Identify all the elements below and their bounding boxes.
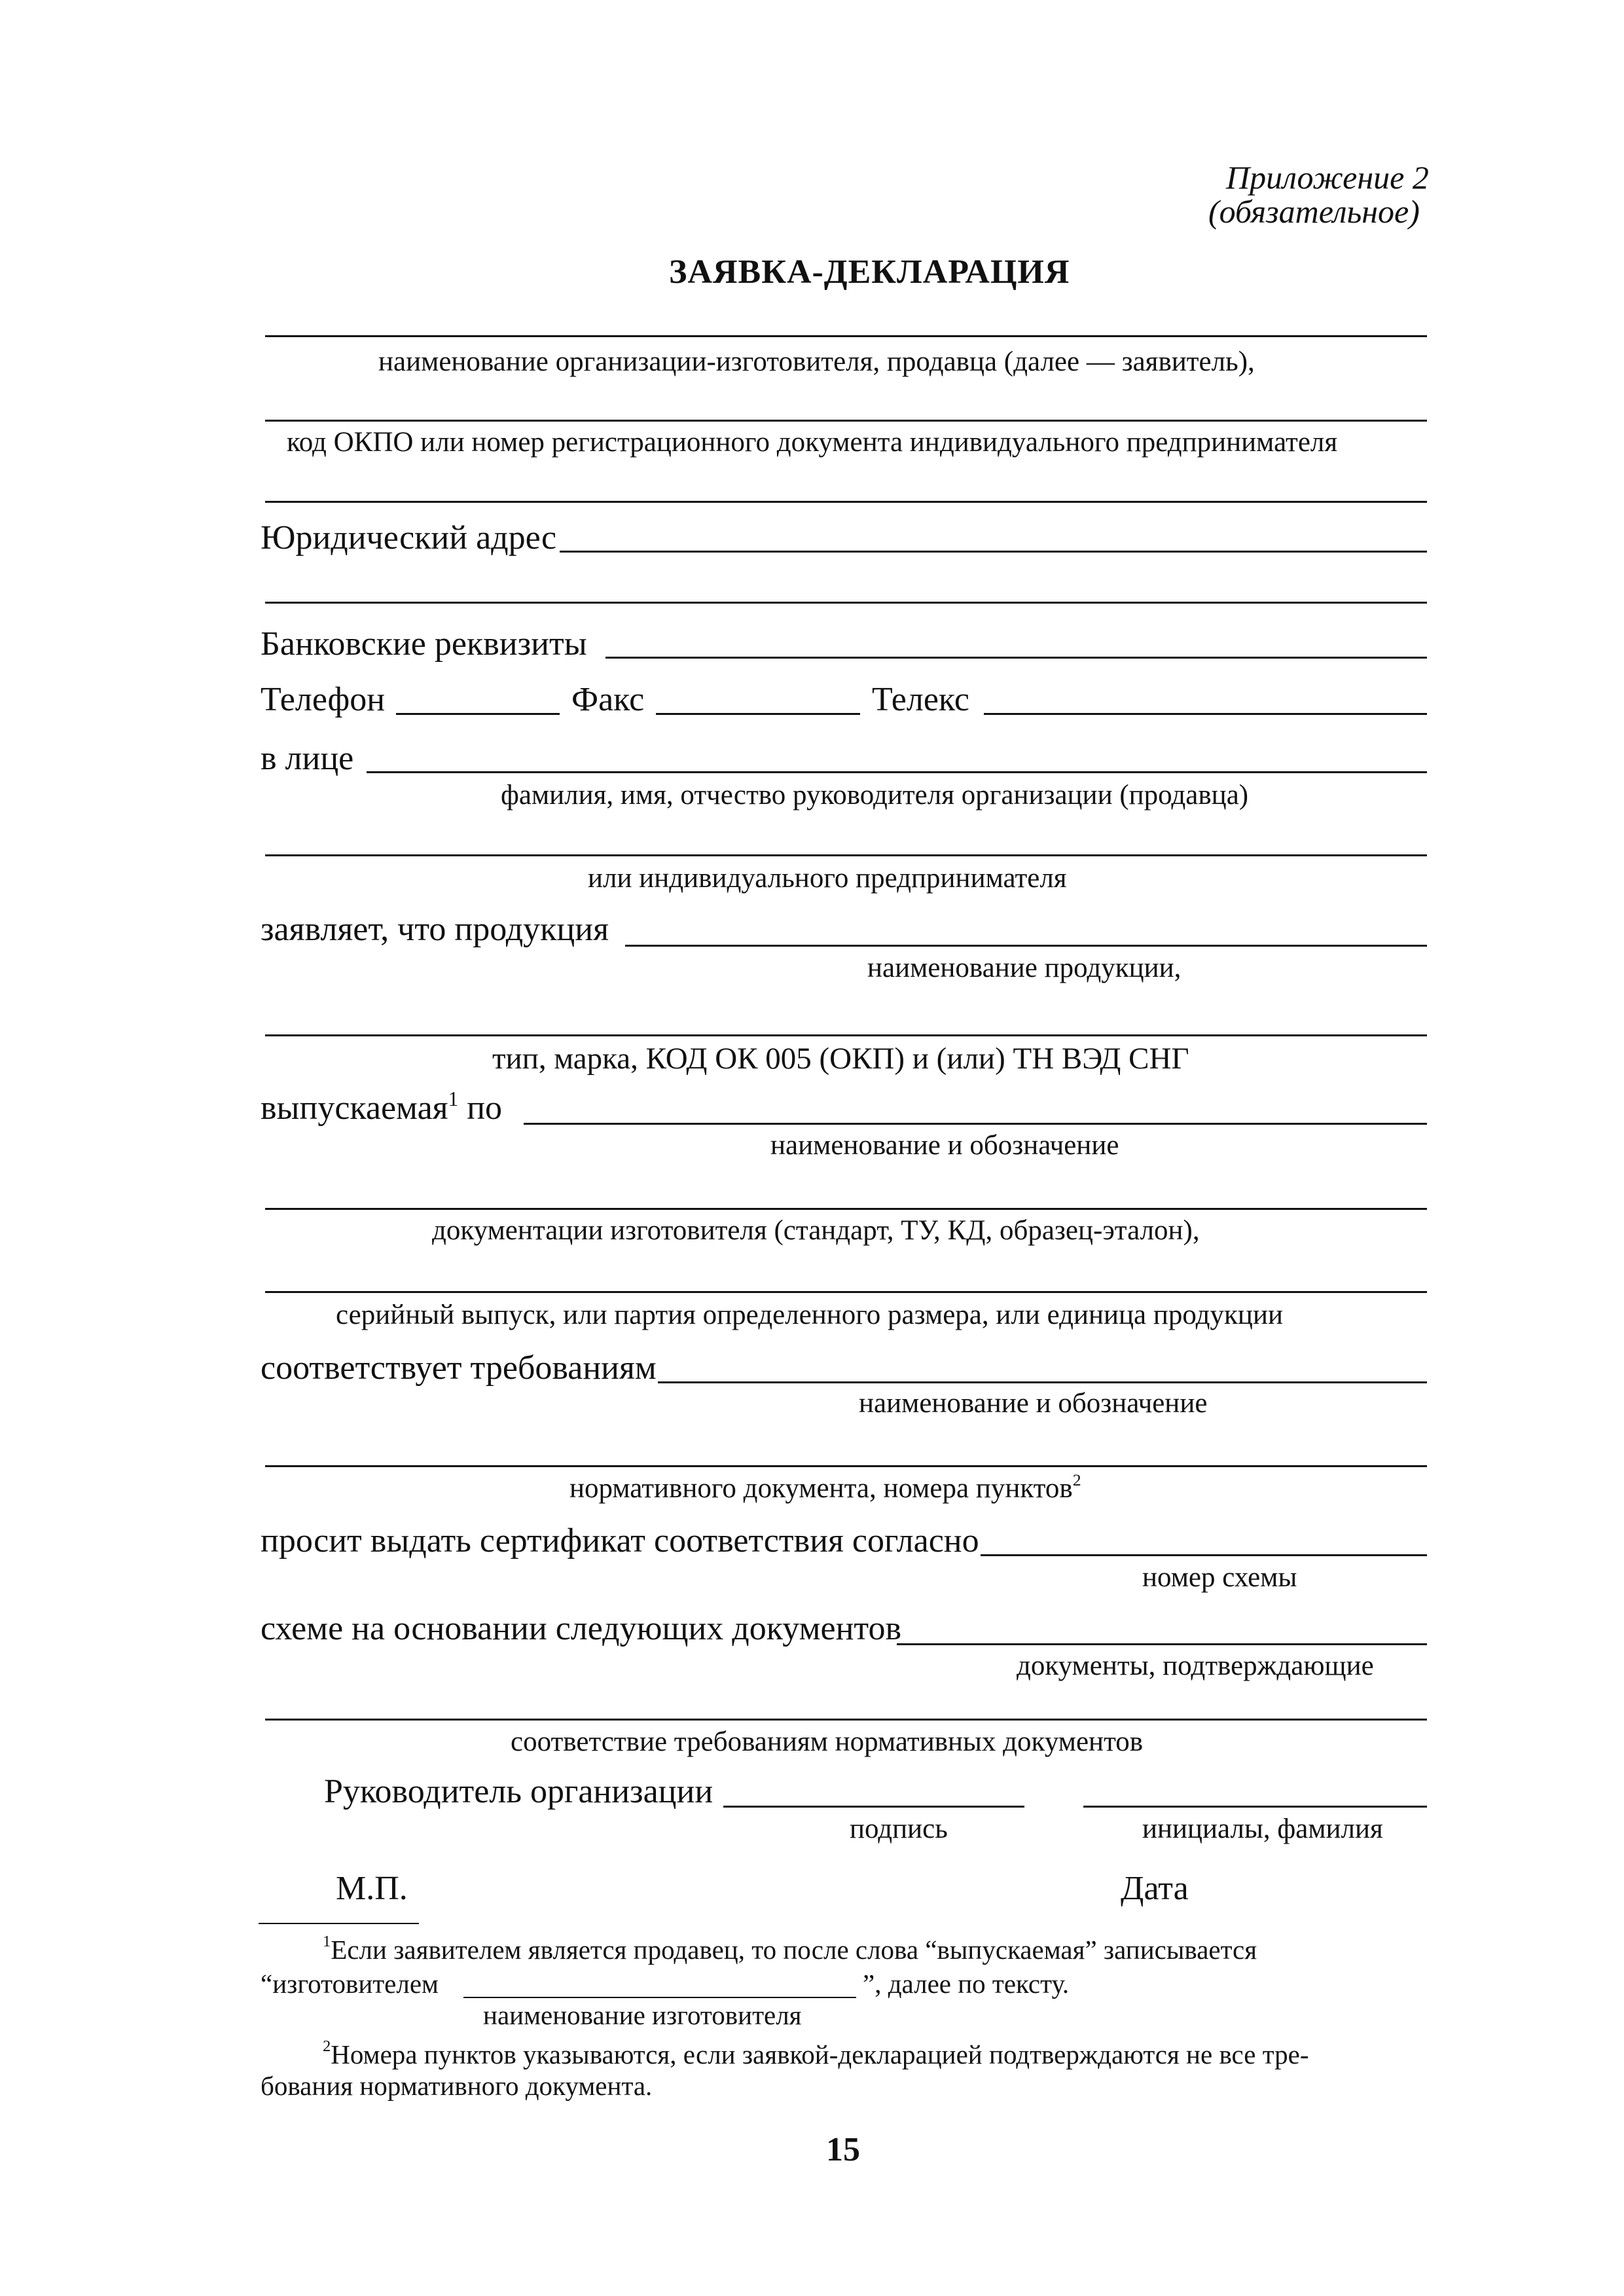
- footnote-2-line-1: [323, 2037, 1309, 2069]
- head-name-field[interactable]: [367, 771, 1427, 773]
- norm-doc-caption: [569, 1470, 1081, 1504]
- footnote-1-mark: 1: [323, 1933, 331, 1950]
- footnote-2-text: Номера пунктов указываются, если заявкой-декларацией подтверждаются не все тре-: [331, 2039, 1309, 2069]
- phone-label: Телефон: [261, 681, 386, 718]
- manufacturer-field[interactable]: [463, 1997, 856, 1998]
- scheme-number-field[interactable]: [981, 1554, 1427, 1556]
- footnote-separator: [259, 1923, 419, 1924]
- head-label: Руководитель организации: [324, 1773, 713, 1810]
- requests-label: просит выдать сертификат соответствия согласно: [261, 1522, 979, 1559]
- footnote-1-line-2a: “изготовителем: [261, 1969, 439, 1999]
- footnote-ref-2: 2: [1072, 1470, 1081, 1489]
- org-name-line[interactable]: [265, 335, 1427, 337]
- confirm-docs-caption: документы, подтверждающие: [1017, 1650, 1374, 1681]
- norm-doc-text: нормативного документа, номера пунктов: [569, 1473, 1073, 1504]
- in-person-label: в лице: [261, 740, 354, 777]
- doc-name-field[interactable]: [524, 1123, 1427, 1125]
- doc-name-caption: наименование и обозначение: [770, 1130, 1119, 1161]
- declares-label: заявляет, что продукция: [261, 911, 609, 948]
- entrepreneur-caption: или индивидуального предпринимателя: [588, 863, 1067, 894]
- initials-field[interactable]: [1083, 1806, 1427, 1808]
- doc-kind-caption: документации изготовителя (стандарт, ТУ, КД, образец-эталон),: [432, 1215, 1200, 1246]
- fax-field[interactable]: [656, 713, 860, 715]
- signature-caption: подпись: [850, 1813, 948, 1844]
- produced-by-text: по: [467, 1089, 503, 1127]
- footnote-ref-1: 1: [448, 1087, 459, 1110]
- signature-field[interactable]: [723, 1806, 1024, 1808]
- footnote-1-line-2b: ”, далее по тексту.: [863, 1969, 1070, 1999]
- product-name-field[interactable]: [625, 945, 1427, 947]
- telex-label: Телекс: [872, 681, 969, 718]
- appendix-label: Приложение 2: [1226, 159, 1429, 196]
- initials-caption: инициалы, фамилия: [1142, 1813, 1383, 1844]
- page-number: 15: [826, 2131, 860, 2168]
- footnote-2-mark: 2: [323, 2037, 331, 2055]
- release-caption: серийный выпуск, или партия определенного размера, или единица продукции: [336, 1300, 1283, 1330]
- head-name-caption: фамилия, имя, отчество руководителя организации (продавца): [501, 780, 1249, 811]
- produced-label: [261, 1087, 503, 1127]
- phone-field[interactable]: [396, 713, 560, 715]
- norm-name-caption: наименование и обозначение: [859, 1388, 1208, 1419]
- telex-field[interactable]: [984, 713, 1427, 715]
- date-label: Дата: [1121, 1870, 1189, 1907]
- okpo-line[interactable]: [265, 420, 1427, 422]
- legal-address-field[interactable]: [560, 551, 1427, 553]
- product-type-line[interactable]: [265, 1034, 1427, 1036]
- bank-details-field[interactable]: [605, 657, 1427, 659]
- product-name-caption: наименование продукции,: [867, 953, 1182, 983]
- footnote-1-text: Если заявителем является продавец, то после слова “выпускаемая” записывается: [331, 1935, 1257, 1965]
- norm-name-field[interactable]: [658, 1381, 1427, 1383]
- manufacturer-caption: наименование изготовителя: [483, 2000, 802, 2030]
- product-type-caption: тип, марка, КОД ОК 005 (ОКП) и (или) ТН ВЭД СНГ: [492, 1042, 1189, 1076]
- scheme-basis-label: схеме на основании следующих документов: [261, 1610, 902, 1647]
- footnote-1-line-1: [323, 1933, 1257, 1965]
- confirm-docs-field[interactable]: [897, 1643, 1427, 1645]
- seal-label: М.П.: [336, 1870, 408, 1907]
- complies-label: соответствует требованиям: [261, 1349, 657, 1387]
- conformity-line[interactable]: [265, 1719, 1427, 1721]
- legal-address-label: Юридический адрес: [261, 519, 557, 556]
- conformity-caption: соответствие требованиям нормативных документов: [511, 1726, 1144, 1757]
- release-line[interactable]: [265, 1291, 1427, 1293]
- entrepreneur-line[interactable]: [265, 854, 1427, 856]
- produced-text: выпускаемая: [261, 1089, 448, 1127]
- page-title: ЗАЯВКА-ДЕКЛАРАЦИЯ: [669, 253, 1070, 291]
- fax-label: Факс: [571, 681, 645, 718]
- footnote-2-line-2: бования нормативного документа.: [261, 2071, 653, 2101]
- bank-details-label: Банковские реквизиты: [261, 625, 587, 663]
- okpo-caption: код ОКПО или номер регистрационного документа индивидуального предпринимателя: [287, 427, 1338, 458]
- norm-doc-line[interactable]: [265, 1465, 1427, 1467]
- blank-line-2[interactable]: [265, 602, 1427, 604]
- blank-line-1[interactable]: [265, 501, 1427, 503]
- appendix-status: (обязательное): [1208, 193, 1420, 230]
- scheme-number-caption: номер схемы: [1142, 1562, 1297, 1593]
- org-name-caption: наименование организации-изготовителя, продавца (далее — заявитель),: [378, 346, 1255, 377]
- doc-kind-line[interactable]: [265, 1208, 1427, 1210]
